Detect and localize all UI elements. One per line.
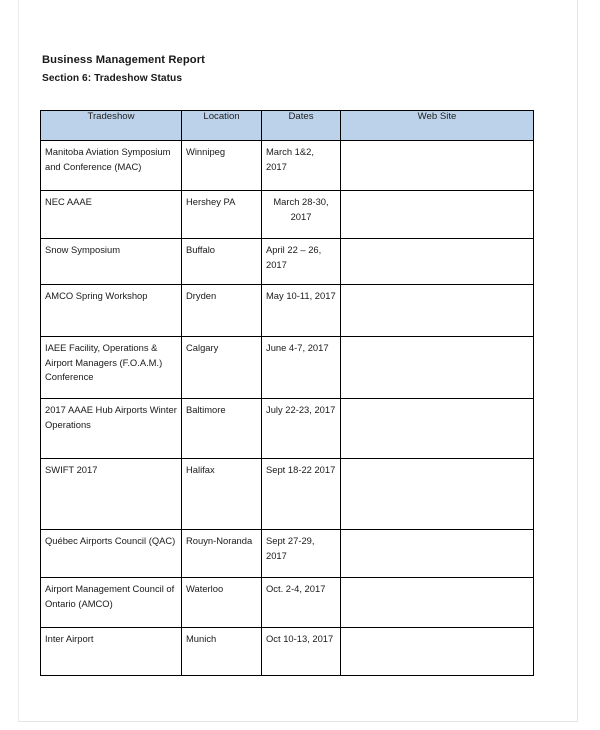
cell-website [341,399,534,459]
cell-text: March 1&2, 2017 [266,146,314,172]
cell-dates [262,459,341,530]
cell-location [182,285,262,337]
table-row [41,530,534,578]
cell-tradeshow [41,337,182,399]
cell-text: March 28-30, 2017 [273,196,329,222]
table-header-row [41,111,534,141]
cell-dates [262,141,341,191]
table-row [41,399,534,459]
column-header-location: Location [182,111,262,141]
table-body [41,141,534,676]
cell-dates [262,530,341,578]
cell-text [341,239,533,246]
cell-text: Calgary [186,342,219,353]
cell-text: Halifax [186,464,215,475]
cell-text [341,285,533,292]
column-header-tradeshow: Tradeshow [41,111,182,141]
cell-dates [262,239,341,285]
cell-location [182,628,262,676]
cell-tradeshow [41,459,182,530]
cell-location [182,530,262,578]
cell-text: Baltimore [186,404,226,415]
cell-location [182,239,262,285]
cell-text: April 22 – 26, 2017 [266,244,322,270]
cell-text: Hershey PA [186,196,236,207]
cell-website [341,628,534,676]
tradeshow-status-table [40,110,534,676]
cell-text: Dryden [186,290,217,301]
cell-dates [262,191,341,239]
cell-dates [262,285,341,337]
cell-website [341,530,534,578]
table-row [41,459,534,530]
section-subtitle: Section 6: Tradeshow Status [42,73,183,84]
cell-text [341,191,533,198]
cell-text: May 10-11, 2017 [266,290,336,301]
cell-text: Airport Management Council of Ontario (AMCO) [45,583,175,609]
table-row [41,578,534,628]
cell-website [341,337,534,399]
cell-text: Québec Airports Council (QAC) [45,535,176,546]
table-row [41,285,534,337]
cell-text: Munich [186,633,217,644]
table-header [41,111,534,141]
cell-location [182,191,262,239]
cell-website [341,459,534,530]
cell-location [182,337,262,399]
cell-text: Oct 10-13, 2017 [266,633,334,644]
cell-text: Winnipeg [186,146,226,157]
cell-text [341,141,533,148]
cell-text: Sept 18-22 2017 [266,464,336,475]
cell-dates [262,578,341,628]
cell-text: Snow Symposium [45,244,121,255]
cell-text: Buffalo [186,244,216,255]
cell-tradeshow [41,578,182,628]
table-row [41,628,534,676]
table-row [41,141,534,191]
cell-text [341,628,533,635]
cell-website [341,141,534,191]
cell-text [341,337,533,344]
cell-text: Manitoba Aviation Symposium and Conference (MAC) [45,146,171,172]
cell-text: Waterloo [186,583,224,594]
column-header-website: Web Site [341,111,534,141]
cell-text: June 4-7, 2017 [266,342,329,353]
cell-text: IAEE Facility, Operations & Airport Managers (F.O.A.M.) Conference [45,342,163,383]
cell-website [341,578,534,628]
cell-text: Inter Airport [45,633,94,644]
cell-text [341,578,533,585]
cell-tradeshow [41,239,182,285]
cell-text: Rouyn-Noranda [186,535,253,546]
cell-text: Oct. 2-4, 2017 [266,583,326,594]
cell-website [341,239,534,285]
cell-dates [262,399,341,459]
tradeshow-table-wrapper [40,110,533,676]
cell-tradeshow [41,530,182,578]
cell-text: July 22-23, 2017 [266,404,336,415]
cell-tradeshow [41,399,182,459]
cell-text: AMCO Spring Workshop [45,290,148,301]
cell-text: SWIFT 2017 [45,464,98,475]
cell-text [341,530,533,537]
cell-location [182,459,262,530]
cell-location [182,578,262,628]
cell-dates [262,628,341,676]
cell-text [341,459,533,466]
cell-tradeshow [41,285,182,337]
cell-tradeshow [41,141,182,191]
table-row [41,337,534,399]
page-title: Business Management Report [42,54,205,66]
cell-location [182,399,262,459]
cell-dates [262,337,341,399]
column-header-dates: Dates [262,111,341,141]
document-header [42,52,522,87]
table-row [41,239,534,285]
cell-tradeshow [41,191,182,239]
cell-text: 2017 AAAE Hub Airports Winter Operations [45,404,177,430]
cell-tradeshow [41,628,182,676]
cell-text: NEC AAAE [45,196,92,207]
cell-website [341,285,534,337]
cell-text [341,399,533,406]
table-row [41,191,534,239]
cell-text: Sept 27-29, 2017 [266,535,315,561]
cell-location [182,141,262,191]
cell-website [341,191,534,239]
document-page [18,0,578,722]
